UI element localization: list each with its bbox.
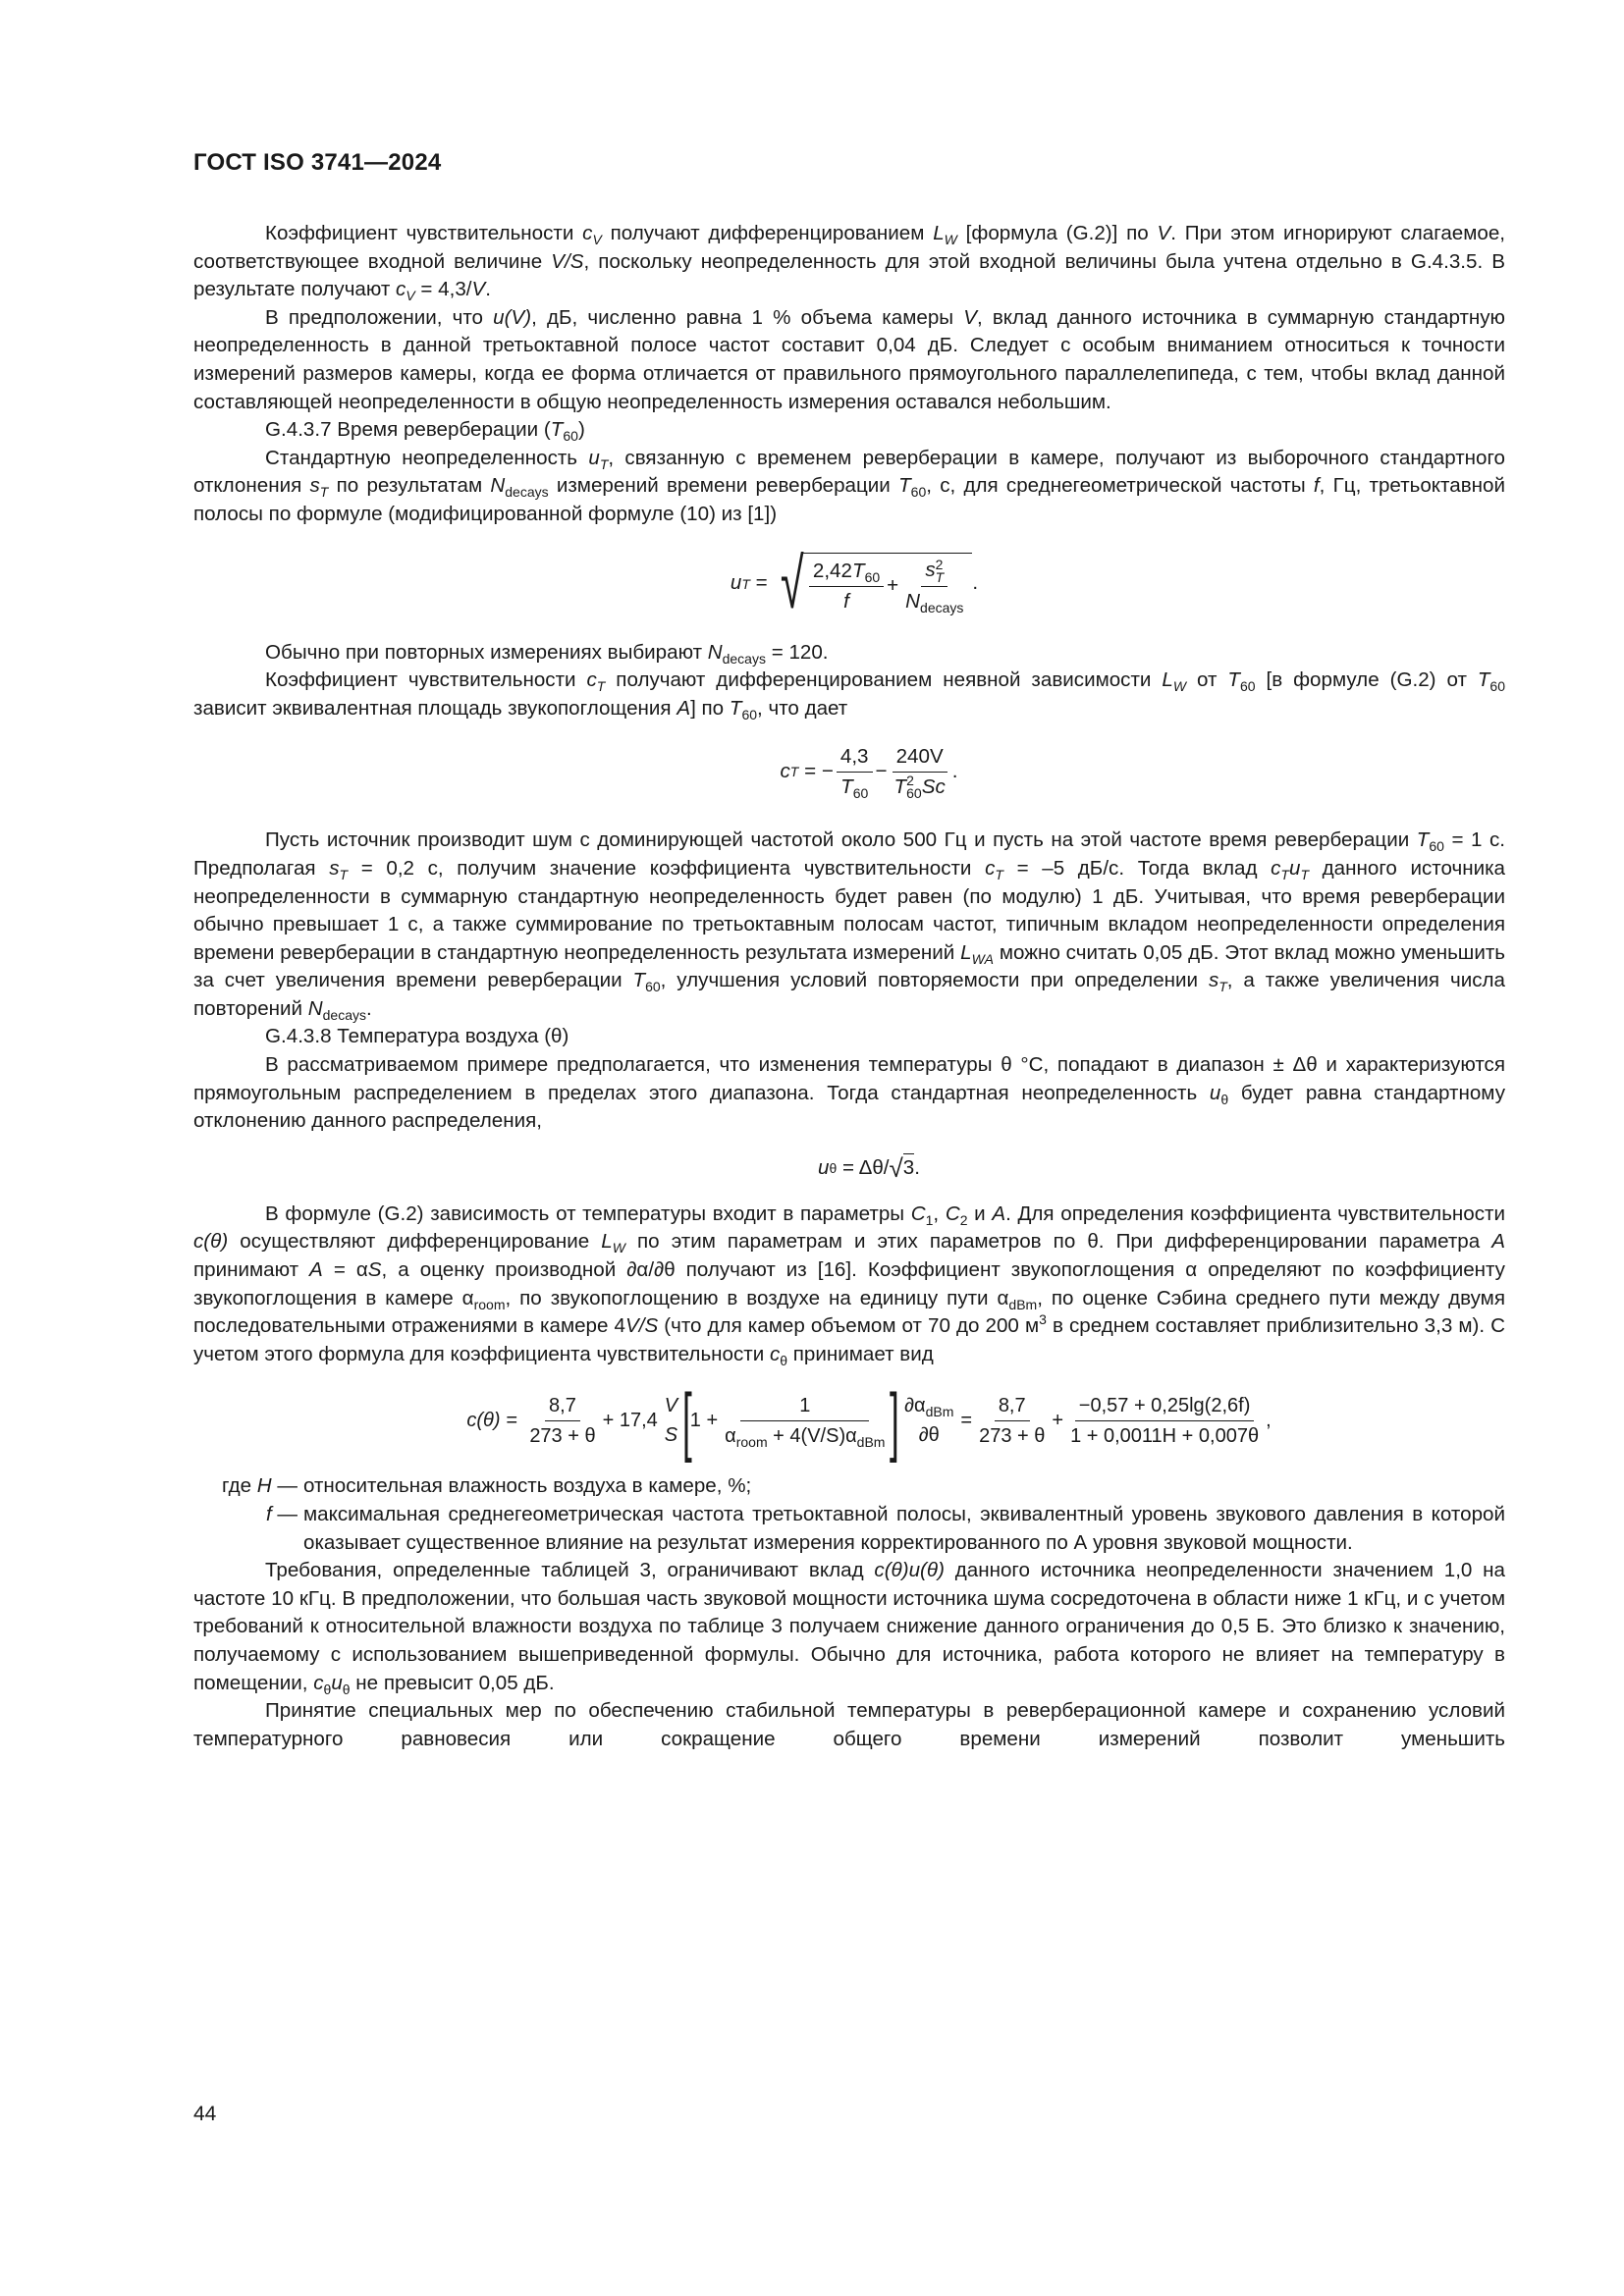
definition-item: f — максимальная среднегеометрическая частота третьоктавной полосы, эквивалентный уровень звукового давления в которой оказывает существенное влияние на результат измерения корректированного по А уровня звуковой мощности. xyxy=(265,1503,1505,1554)
formula-ctheta: c(θ) = $\frac{8,7}{273 + \theta}$ + 17,4 V S [ 1 + $\frac{1}{\alpha_{room} + 4(V/S)\alpha_{dBm}}$ ] $\partial\alpha_{dBm}$ ∂θ = $\frac{8,7}{273 + \theta}$ + $\frac{-0,57 + 0,25\lg(2,6f)}{1 + 0,0011H + 0,007\theta}$ , xyxy=(466,1377,1272,1465)
square-root: √ $\frac{2,42T_{60}}{f}$ + s 2 T $N_{decays}$ xyxy=(773,549,972,619)
formula-cT: c T = − $\frac{4,3}{T_{60}}$ − 240V T 2 60 Sc . xyxy=(780,744,958,802)
section-heading-g438: G.4.3.8 Температура воздуха (θ) xyxy=(265,1025,569,1048)
document-header: ГОСТ ISO 3741—2024 xyxy=(193,149,442,176)
definition-item: где H — относительная влажность воздуха в камере, %; xyxy=(222,1474,752,1498)
paragraph: Требования, определенные таблицей 3, ограничивают вклад c(θ)u(θ) данного источника неопределенности значением 1,0 на частоте 10 кГц. В предположении, что большая часть звуковой мощности источника шума сосредоточена в области ниже 1 кГц, и с учетом требований к относительной влажности воздуха по таблице 3 получаем снижение данного ограничения до 0,5 Б. Это близко к значению, получаемому с использованием вышеприведенной формулы. Обычно для источника, работа которого не влияет на температуру в помещении, $c_\theta u_\theta$ не превысит 0,05 дБ. xyxy=(193,1559,1505,1697)
paragraph: Обычно при повторных измерениях выбирают $N_{decays} = 120$. xyxy=(265,640,829,667)
paragraph: Стандартную неопределенность $u_T$, связанную с временем реверберации в камере, получают из выборочного стандартного отклонения $s_T$ по результатам $N_{decays}$ измерений времени реверберации $T_{60}$, с, для среднегеометрической частоты f, Гц, третьоктавной полосы по формуле (модифицированной формуле (10) из [1]) xyxy=(193,446,1505,525)
paragraph: Принятие специальных мер по обеспечению стабильной температуры в реверберационной камере и сохранению условий температурного равновесия или сокращение общего времени измерений позволит уменьшить xyxy=(193,1699,1505,1750)
paragraph: В формуле (G.2) зависимость от температуры входит в параметры $C_1$, $C_2$ и A. Для определения коэффициента чувствительности c(θ) осуществляют дифференцирование $L_W$ по этим параметрам и этих параметров по θ. При дифференцировании параметра A принимают A = αS, а оценку производной ∂α/∂θ получают из [16]. Коэффициент звукопоглощения α определяют по коэффициенту звукопоглощения в камере $\alpha_{room}$, по звукопоглощению в воздухе на единицу пути $\alpha_{dBm}$, по оценке Сэбина среднего пути между двумя последовательными отражениями в камере 4V/S (что для камер объемом от 70 до 200 $м^3$ в среднем составляет приблизительно 3,3 м). С учетом этого формула для коэффициента чувствительности $c_\theta$ принимает вид xyxy=(193,1201,1506,1368)
paragraph: Коэффициент чувствительности $c_V$ получают дифференцированием $L_W$ [формула (G.2)] по V. При этом игнорируют слагаемое, соответствующее входной величине V/S, поскольку неопределенность для этой входной величины была учтена отдельно в G.4.3.5. В результате получают $c_V = 4,3/V$. xyxy=(193,222,1506,304)
paragraph: Коэффициент чувствительности $c_T$ получают дифференцированием неявной зависимости $L_W$ от $T_{60}$ [в формуле (G.2) от $T_{60}$ зависит эквивалентная площадь звукопоглощения A] по $T_{60}$, что дает xyxy=(193,668,1505,722)
formula-utheta: u θ = Δθ/ √ 3 . xyxy=(817,1152,920,1183)
definitions-list xyxy=(193,1472,1505,1557)
paragraph: Пусть источник производит шум с доминирующей частотой около 500 Гц и пусть на этой частоте время реверберации $T_{60} = 1$ с. Предполагая $s_T = 0,2$ с, получим значение коэффициента чувствительности $c_T = -5$ дБ/с. Тогда вклад $c_Tu_T$ данного источника неопределенности в суммарную стандартную неопределенность будет равен (по модулю) 1 дБ. Учитывая, что время реверберации обычно превышает 1 с, а также суммирование по третьоктавным полосам частот, типичным вкладом неопределенности определения времени реверберации в стандартную неопределенность результата измерений $L_{WA}$ можно считать 0,05 дБ. Этот вклад можно уменьшить за счет увеличения времени реверберации $T_{60}$, улучшения условий повторяемости при определении $s_T$, а также увеличения числа повторений $N_{decays}$. xyxy=(193,828,1505,1023)
page-number: 44 xyxy=(193,2103,217,2125)
formula-uT: u T = √ $\frac{2,42T_{60}}{f}$ + s 2 T $N_{decays}$ . xyxy=(730,544,979,623)
paragraph: В рассматриваемом примере предполагается, что изменения температуры θ °С, попадают в диапазон ± Δθ и характеризуются прямоугольным распределением в пределах этого диапазона. Тогда стандартная неопределенность $u_\theta$ будет равна стандартному отклонению данного распределения, xyxy=(193,1053,1505,1133)
paragraph: В предположении, что u(V), дБ, численно равна 1 % объема камеры V, вклад данного источника в суммарную стандартную неопределенность в данной третьоктавной полосе частот составит 0,04 дБ. Следует с особым вниманием относиться к точности измерений размеров камеры, когда ее форма отличается от правильного прямоугольного параллелепипеда, с тем, чтобы вклад данной составляющей неопределенности в общую неопределенность измерения оставался небольшим. xyxy=(193,305,1506,413)
page-body xyxy=(193,220,1505,1753)
section-heading-g437: G.4.3.7 Время реверберации $(T_{60})$ xyxy=(265,418,585,445)
